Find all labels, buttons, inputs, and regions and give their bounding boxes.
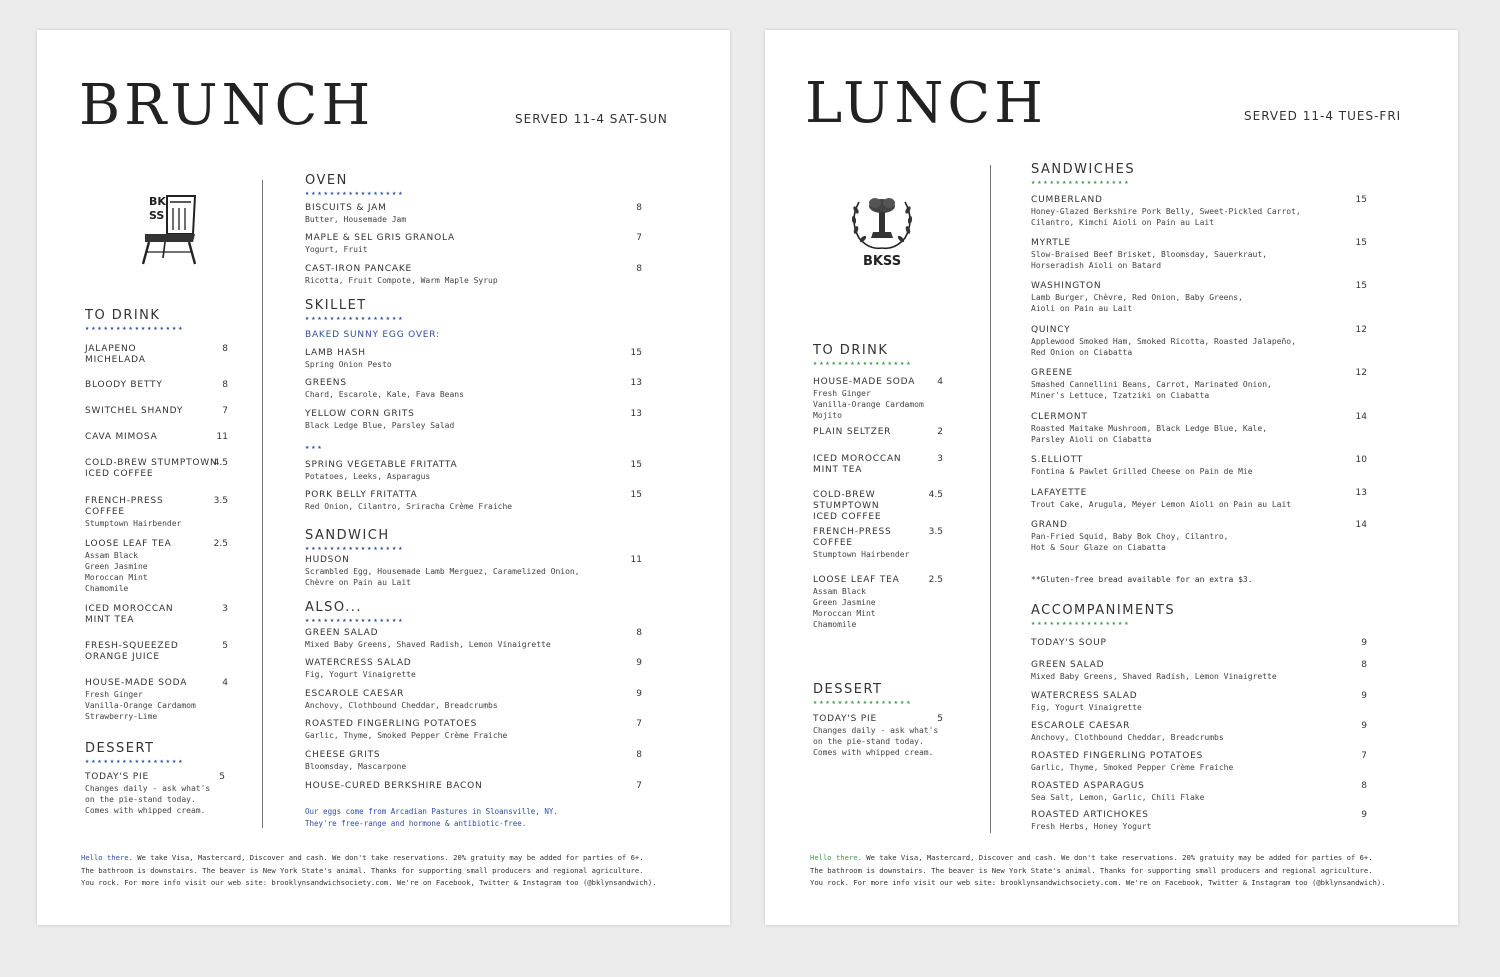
- lunch-column-divider: [990, 165, 991, 833]
- menu-item-name: S.ELLIOTT: [1031, 455, 1084, 465]
- menu-item-description: Lamb Burger, Chèvre, Red Onion, Baby Greens, Aioli on Pain au Lait: [1031, 293, 1243, 313]
- menu-item-name: FRENCH-PRESS COFFEE: [813, 527, 892, 548]
- menu-item-name: CAVA MIMOSA: [85, 432, 158, 442]
- menu-item-description: Butter, Housemade Jam: [305, 215, 407, 224]
- lunch-dessert-heading: DESSERT: [813, 682, 883, 697]
- menu-item: [305, 490, 642, 512]
- menu-item-price: 9: [1361, 810, 1367, 820]
- menu-item-price: 11: [630, 555, 642, 565]
- menu-item: [813, 377, 943, 421]
- bkss-wreath-logo: [847, 190, 917, 270]
- menu-item-price: 5: [937, 714, 943, 724]
- menu-item-name: WASHINGTON: [1031, 281, 1102, 291]
- lunch-footer: [810, 852, 1386, 890]
- menu-item: [305, 203, 642, 225]
- brunch-dessert-stars: ★★★★★★★★★★★★★★★★: [85, 757, 185, 765]
- menu-item: [813, 490, 943, 523]
- brunch-served-hours: SERVED 11-4 SAT-SUN: [515, 112, 668, 126]
- menu-item-price: 5: [219, 772, 225, 782]
- menu-item-description: Sea Salt, Lemon, Garlic, Chili Flake: [1031, 793, 1205, 802]
- menu-item-name: GREEN SALAD: [1031, 660, 1105, 670]
- eggs-note-line-1: Our eggs come from Arcadian Pastures in Sloansville, NY.: [305, 807, 558, 816]
- brunch-footer-line-3: You rock. For more info visit our web site: brooklynsandwichsociety.com. We're on Facebook, Twitter & Instagram too (@bklynsandwich).: [81, 878, 657, 887]
- brunch-title: BRUNCH: [79, 73, 375, 138]
- menu-item-price: 13: [630, 409, 642, 419]
- menu-item: [305, 460, 642, 482]
- menu-item-price: 12: [1355, 325, 1367, 335]
- menu-item: [813, 454, 943, 476]
- menu-item-name: QUINCY: [1031, 325, 1071, 335]
- menu-item: [1031, 810, 1367, 832]
- oven-heading: OVEN: [305, 173, 348, 188]
- menu-item-price: 7: [636, 719, 642, 729]
- menu-item-description: Stumptown Hairbender: [85, 519, 182, 528]
- menu-item-price: 8: [1361, 781, 1367, 791]
- menu-item: [1031, 751, 1367, 773]
- menu-item-price: 9: [1361, 721, 1367, 731]
- lunch-menu-page: [765, 30, 1458, 925]
- menu-item-price: 3: [937, 454, 943, 464]
- menu-item: [85, 641, 228, 663]
- menu-item-name: BLOODY BETTY: [85, 380, 163, 390]
- brunch-footer-hello: Hello there.: [81, 853, 133, 862]
- menu-item-description: Bloomsday, Mascarpone: [305, 762, 407, 771]
- skillet-divider-stars: ★★★: [305, 443, 324, 451]
- menu-item-description: Assam Black Green Jasmine Moroccan Mint Chamomile: [813, 587, 876, 629]
- menu-item-price: 15: [1355, 195, 1367, 205]
- menu-item-price: 7: [222, 406, 228, 416]
- menu-item-price: 3: [222, 604, 228, 614]
- menu-item-description: Fresh Ginger Vanilla-Orange Cardamom Strawberry-Lime: [85, 690, 196, 721]
- menu-item: [85, 344, 228, 366]
- menu-item-name: ROASTED ARTICHOKES: [1031, 810, 1149, 820]
- menu-item: [1031, 691, 1367, 713]
- menu-item-name: TODAY'S SOUP: [1031, 638, 1107, 648]
- menu-item: [813, 575, 943, 630]
- lunch-to-drink-stars: ★★★★★★★★★★★★★★★★: [813, 359, 913, 367]
- menu-item-price: 15: [630, 460, 642, 470]
- menu-item-name: BISCUITS & JAM: [305, 203, 387, 213]
- menu-item-price: 15: [1355, 281, 1367, 291]
- menu-item-description: Changes daily - ask what's on the pie-stand today. Comes with whipped cream.: [85, 784, 211, 815]
- menu-item-price: 2.5: [213, 539, 228, 549]
- logo-bkss-text: BKSS: [862, 254, 902, 269]
- menu-item-name: YELLOW CORN GRITS: [305, 409, 415, 419]
- menu-item: [1031, 660, 1367, 682]
- lunch-footer-line-3: You rock. For more info visit our web site: brooklynsandwichsociety.com. We're on Facebook, Twitter & Instagram too (@bklynsandwich).: [810, 878, 1386, 887]
- menu-item-price: 5: [222, 641, 228, 651]
- menu-item-price: 9: [1361, 691, 1367, 701]
- menu-item: [305, 409, 642, 431]
- menu-item-description: Anchovy, Clothbound Cheddar, Breadcrumbs: [305, 701, 498, 710]
- menu-item-name: PLAIN SELTZER: [813, 427, 892, 437]
- menu-item-price: 13: [1355, 488, 1367, 498]
- menu-item-price: 9: [1361, 638, 1367, 648]
- menu-item-name: ROASTED ASPARAGUS: [1031, 781, 1145, 791]
- menu-item-name: CUMBERLAND: [1031, 195, 1103, 205]
- logo-bk-text: BK: [149, 195, 166, 208]
- lunch-served-hours: SERVED 11-4 TUES-FRI: [1244, 109, 1402, 123]
- menu-item-price: 2: [937, 427, 943, 437]
- menu-item: [1031, 281, 1367, 314]
- gluten-free-note: **Gluten-free bread available for an extra $3.: [1031, 575, 1253, 584]
- menu-item-price: 8: [636, 203, 642, 213]
- menu-item-description: Applewood Smoked Ham, Smoked Ricotta, Roasted Jalapeño, Red Onion on Ciabatta: [1031, 337, 1296, 357]
- menu-item: [305, 628, 642, 650]
- menu-item: [85, 539, 228, 594]
- menu-item: [305, 348, 642, 370]
- menu-item-name: WATERCRESS SALAD: [1031, 691, 1138, 701]
- bkss-chair-logo: [137, 190, 201, 268]
- brunch-column-divider: [262, 180, 263, 828]
- menu-item-description: Potatoes, Leeks, Asparagus: [305, 472, 431, 481]
- menu-item-price: 8: [1361, 660, 1367, 670]
- menu-item-price: 4.5: [213, 458, 228, 468]
- oven-stars: ★★★★★★★★★★★★★★★★: [305, 189, 405, 197]
- menu-item: [85, 496, 228, 529]
- menu-item-description: Fresh Herbs, Honey Yogurt: [1031, 822, 1152, 831]
- menu-item-price: 10: [1355, 455, 1367, 465]
- menu-item-price: 8: [636, 750, 642, 760]
- menu-item-name: COLD-BREW STUMPTOWN ICED COFFEE: [813, 490, 882, 522]
- menu-item: [813, 427, 943, 438]
- menu-item: [85, 678, 228, 722]
- menu-item-price: 9: [636, 689, 642, 699]
- menu-item-price: 8: [222, 380, 228, 390]
- menu-item: [85, 604, 228, 626]
- menu-item-price: 3.5: [213, 496, 228, 506]
- menu-item-name: MYRTLE: [1031, 238, 1071, 248]
- skillet-subheading: BAKED SUNNY EGG OVER:: [305, 330, 440, 340]
- menu-item-description: Ricotta, Fruit Compote, Warm Maple Syrup: [305, 276, 498, 285]
- brunch-footer-line-1: We take Visa, Mastercard, Discover and cash. We don't take reservations. 20% gratuity may be added for parties of 6+.: [132, 853, 644, 862]
- menu-item-description: Mixed Baby Greens, Shaved Radish, Lemon Vinaigrette: [1031, 672, 1277, 681]
- menu-item-description: Changes daily - ask what's on the pie-stand today. Comes with whipped cream.: [813, 726, 939, 757]
- menu-item-name: CLERMONT: [1031, 412, 1088, 422]
- menu-item-name: LAMB HASH: [305, 348, 366, 358]
- accompaniments-heading: ACCOMPANIMENTS: [1031, 603, 1176, 618]
- menu-item: [1031, 781, 1367, 803]
- menu-item-name: ROASTED FINGERLING POTATOES: [305, 719, 478, 729]
- also-stars: ★★★★★★★★★★★★★★★★: [305, 616, 405, 624]
- menu-item-description: Red Onion, Cilantro, Sriracha Crème Fraiche: [305, 502, 513, 511]
- menu-item: [1031, 721, 1367, 743]
- menu-item-name: GREEN SALAD: [305, 628, 379, 638]
- logo-ss-text: SS: [149, 209, 165, 222]
- menu-item: [1031, 195, 1367, 228]
- menu-item-name: SPRING VEGETABLE FRITATTA: [305, 460, 458, 470]
- menu-item: [85, 406, 228, 417]
- menu-item-description: Roasted Maitake Mushroom, Black Ledge Blue, Kale, Parsley Aioli on Ciabatta: [1031, 424, 1268, 444]
- menu-item-name: TODAY'S PIE: [85, 772, 149, 782]
- menu-item-description: Fresh Ginger Vanilla-Orange Cardamom Mojito: [813, 389, 924, 420]
- menu-item: [305, 689, 642, 711]
- menu-item-description: Fig, Yogurt Vinaigrette: [1031, 703, 1142, 712]
- menu-item: [85, 380, 228, 391]
- menu-item-description: Yogurt, Fruit: [305, 245, 368, 254]
- menu-item-description: Chard, Escarole, Kale, Fava Beans: [305, 390, 464, 399]
- lunch-footer-line-1: We take Visa, Mastercard, Discover and cash. We don't take reservations. 20% gratuity may be added for parties of 6+.: [861, 853, 1373, 862]
- lunch-footer-line-2: The bathroom is downstairs. The beaver is New York State's animal. Thanks for supporting small producers and regional agriculture.: [810, 865, 1373, 875]
- menu-item-name: ICED MOROCCAN MINT TEA: [813, 454, 902, 475]
- menu-item: [85, 772, 225, 816]
- menu-item-name: CAST-IRON PANCAKE: [305, 264, 413, 274]
- sandwiches-heading: SANDWICHES: [1031, 162, 1136, 177]
- menu-item-price: 4: [222, 678, 228, 688]
- menu-item-name: CHEESE GRITS: [305, 750, 381, 760]
- skillet-heading: SKILLET: [305, 298, 367, 313]
- menu-item-name: SWITCHEL SHANDY: [85, 406, 184, 416]
- menu-item: [1031, 368, 1367, 401]
- menu-item-name: FRENCH-PRESS COFFEE: [85, 496, 164, 517]
- menu-item-description: Trout Cake, Arugula, Meyer Lemon Aioli on Pain au Lait: [1031, 500, 1292, 509]
- menu-item-name: COLD-BREW STUMPTOWN ICED COFFEE: [85, 458, 218, 479]
- menu-item-description: Stumptown Hairbender: [813, 550, 910, 559]
- menu-item-price: 14: [1355, 412, 1367, 422]
- menu-item: [305, 233, 642, 255]
- menu-item-price: 8: [222, 344, 228, 354]
- menu-item-name: TODAY'S PIE: [813, 714, 877, 724]
- menu-item: [1031, 638, 1367, 649]
- menu-item-name: ICED MOROCCAN MINT TEA: [85, 604, 174, 625]
- eggs-note-line-2: They're free-range and hormone & antibiotic-free.: [305, 819, 527, 828]
- menu-item-description: Fig, Yogurt Vinaigrette: [305, 670, 416, 679]
- menu-item-price: 15: [630, 490, 642, 500]
- menu-item: [1031, 455, 1367, 477]
- menu-item-name: GRAND: [1031, 520, 1068, 530]
- menu-item-description: Spring Onion Pesto: [305, 360, 392, 369]
- menu-item-description: Garlic, Thyme, Smoked Pepper Crème Fraiche: [305, 731, 508, 740]
- menu-item: [305, 658, 642, 680]
- menu-item-price: 11: [216, 432, 228, 442]
- menu-item-name: HOUSE-MADE SODA: [813, 377, 916, 387]
- menu-item-name: HOUSE-CURED BERKSHIRE BACON: [305, 781, 483, 791]
- menu-item-name: JALAPENO MICHELADA: [85, 344, 146, 365]
- menu-item: [1031, 238, 1367, 271]
- menu-item-description: Black Ledge Blue, Parsley Salad: [305, 421, 455, 430]
- menu-item: [1031, 520, 1367, 553]
- lunch-footer-hello: Hello there.: [810, 853, 862, 862]
- menu-item-price: 12: [1355, 368, 1367, 378]
- menu-item-description: Anchovy, Clothbound Cheddar, Breadcrumbs: [1031, 733, 1224, 742]
- menu-item-price: 14: [1355, 520, 1367, 530]
- menu-item-price: 8: [636, 628, 642, 638]
- brunch-dessert-heading: DESSERT: [85, 741, 155, 756]
- menu-item: [305, 264, 642, 286]
- menu-item-price: 4.5: [928, 490, 943, 500]
- menu-item-name: ROASTED FINGERLING POTATOES: [1031, 751, 1204, 761]
- menu-item-name: HOUSE-MADE SODA: [85, 678, 188, 688]
- menu-item-price: 15: [1355, 238, 1367, 248]
- brunch-to-drink-heading: TO DRINK: [85, 308, 161, 323]
- menu-item-price: 7: [1361, 751, 1367, 761]
- brunch-footer: [81, 852, 657, 890]
- brunch-menu-page: [37, 30, 730, 925]
- brunch-footer-line-2: The bathroom is downstairs. The beaver is New York State's animal. Thanks for supporting small producers and regional agriculture.: [81, 865, 644, 875]
- menu-item: [1031, 488, 1367, 510]
- menu-item-description: Smashed Cannellini Beans, Carrot, Marinated Onion, Miner's Lettuce, Tzatziki on Ciabatta: [1031, 380, 1272, 400]
- lunch-dessert-stars: ★★★★★★★★★★★★★★★★: [813, 698, 913, 706]
- menu-item-name: FRESH-SQUEEZED ORANGE JUICE: [85, 641, 179, 662]
- menu-item: [1031, 325, 1367, 358]
- menu-item: [305, 555, 642, 588]
- menu-item-name: ESCAROLE CAESAR: [305, 689, 405, 699]
- menu-item-price: 7: [636, 781, 642, 791]
- menu-item-name: ESCAROLE CAESAR: [1031, 721, 1131, 731]
- lunch-to-drink-heading: TO DRINK: [813, 343, 889, 358]
- accompaniments-stars: ★★★★★★★★★★★★★★★★: [1031, 619, 1131, 627]
- sandwich-stars: ★★★★★★★★★★★★★★★★: [305, 544, 405, 552]
- menu-item-price: 13: [630, 378, 642, 388]
- skillet-stars: ★★★★★★★★★★★★★★★★: [305, 314, 405, 322]
- menu-item-description: Garlic, Thyme, Smoked Pepper Crème Fraiche: [1031, 763, 1234, 772]
- menu-item: [813, 527, 943, 560]
- menu-item-price: 8: [636, 264, 642, 274]
- sandwich-heading: SANDWICH: [305, 528, 390, 543]
- menu-item-name: PORK BELLY FRITATTA: [305, 490, 418, 500]
- menu-item-description: Scrambled Egg, Housemade Lamb Merguez, Caramelized Onion, Chèvre on Pain au Lait: [305, 567, 580, 587]
- menu-item-price: 7: [636, 233, 642, 243]
- menu-item-description: Assam Black Green Jasmine Moroccan Mint Chamomile: [85, 551, 148, 593]
- lunch-title: LUNCH: [805, 71, 1048, 136]
- menu-item-price: 3.5: [928, 527, 943, 537]
- menu-item-description: Mixed Baby Greens, Shaved Radish, Lemon Vinaigrette: [305, 640, 551, 649]
- menu-item-description: Slow-Braised Beef Brisket, Bloomsday, Sauerkraut, Horseradish Aioli on Batard: [1031, 250, 1268, 270]
- menu-item-price: 4: [937, 377, 943, 387]
- also-heading: ALSO...: [305, 600, 362, 615]
- menu-item-name: LAFAYETTE: [1031, 488, 1088, 498]
- menu-item: [305, 750, 642, 772]
- menu-item: [1031, 412, 1367, 445]
- sandwiches-stars: ★★★★★★★★★★★★★★★★: [1031, 178, 1131, 186]
- menu-item-price: 15: [630, 348, 642, 358]
- menu-item-name: LOOSE LEAF TEA: [813, 575, 900, 585]
- brunch-to-drink-stars: ★★★★★★★★★★★★★★★★: [85, 324, 185, 332]
- menu-item-description: Honey-Glazed Berkshire Pork Belly, Sweet-Pickled Carrot, Cilantro, Kimchi Aioli on Pain au Lait: [1031, 207, 1301, 227]
- menu-item-price: 9: [636, 658, 642, 668]
- menu-item-name: HUDSON: [305, 555, 350, 565]
- menu-item: [305, 781, 642, 792]
- menu-item-name: MAPLE & SEL GRIS GRANOLA: [305, 233, 455, 243]
- menu-item-description: Fontina & Pawlet Grilled Cheese on Pain de Mie: [1031, 467, 1253, 476]
- menu-item: [813, 714, 943, 758]
- menu-item-name: WATERCRESS SALAD: [305, 658, 412, 668]
- menu-item-name: GREENS: [305, 378, 347, 388]
- menu-item-price: 2.5: [928, 575, 943, 585]
- menu-item: [85, 458, 228, 480]
- menu-item: [305, 719, 642, 741]
- menu-item: [305, 378, 642, 400]
- menu-item-description: Pan-Fried Squid, Baby Bok Choy, Cilantro, Hot & Sour Glaze on Ciabatta: [1031, 532, 1229, 552]
- menu-item-name: LOOSE LEAF TEA: [85, 539, 172, 549]
- menu-item-name: GREENE: [1031, 368, 1073, 378]
- menu-item: [85, 432, 228, 443]
